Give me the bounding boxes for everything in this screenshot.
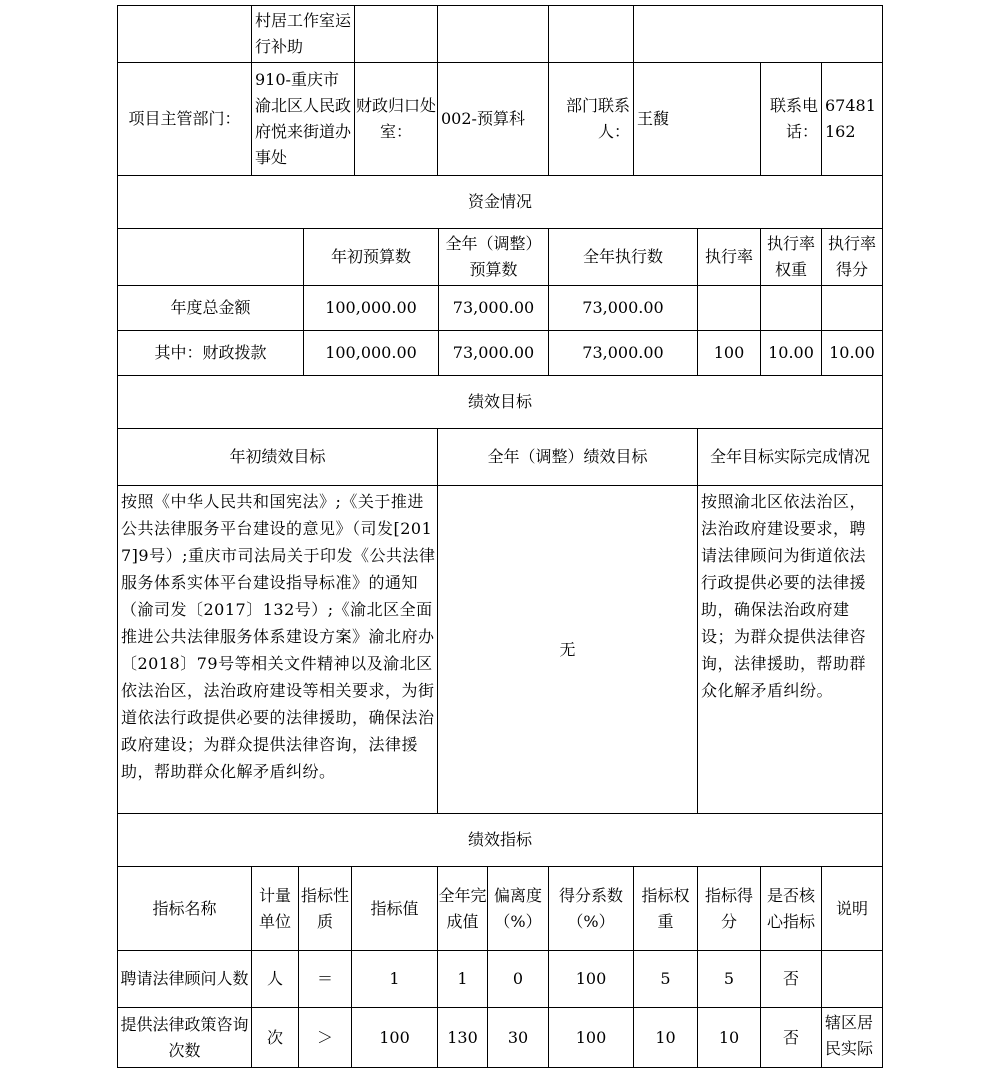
ind-col-value: 指标值: [351, 866, 438, 951]
funds-row-executed: 73,000.00: [548, 285, 698, 331]
goals-section-title: 绩效目标: [117, 375, 883, 429]
funds-row-weight: 10.00: [760, 330, 822, 376]
funds-row-label: 年度总金额: [117, 285, 304, 331]
funds-col-initial: 年初预算数: [303, 228, 439, 286]
ind-row-weight: 10: [633, 1007, 698, 1068]
contact-value: 王馥: [633, 62, 761, 176]
funds-row-initial: 100,000.00: [303, 285, 439, 331]
ind-row-name: 提供法律政策咨询次数: [117, 1007, 252, 1068]
indicators-section-title: 绩效指标: [117, 813, 883, 867]
ind-row-weight: 5: [633, 950, 698, 1008]
funds-row-adjusted: 73,000.00: [438, 330, 549, 376]
funds-row-score: 10.00: [821, 330, 883, 376]
ind-row-unit: 人: [251, 950, 299, 1008]
goals-col-actual: 全年目标实际完成情况: [697, 428, 883, 486]
performance-report-table: [117, 5, 883, 1068]
ind-row-coefficient: 100: [548, 950, 634, 1008]
goals-actual-text: 按照渝北区依法治区，法治政府建设要求，聘请法律顾问为街道依法行政提供必要的法律援助，确保法治政府建设；为群众提供法律咨询，法律援助，帮助群众化解矛盾纠纷。: [697, 485, 883, 814]
phone-value: 67481162: [821, 62, 883, 176]
ind-col-unit: 计量单位: [251, 866, 299, 951]
ind-row-deviation: 30: [487, 1007, 549, 1068]
funds-row-score: [821, 285, 883, 331]
finance-value: 002-预算科: [437, 62, 549, 176]
blank-cell: [437, 5, 549, 63]
ind-col-weight: 指标权重: [633, 866, 698, 951]
contact-label: 部门联系人：: [548, 62, 634, 176]
ind-col-deviation: 偏离度（%）: [487, 866, 549, 951]
blank-cell: [633, 5, 883, 63]
funds-row-rate: [697, 285, 761, 331]
funds-row-adjusted: 73,000.00: [438, 285, 549, 331]
ind-row-coefficient: 100: [548, 1007, 634, 1068]
ind-row-note: 辖区居民实际: [821, 1007, 883, 1068]
ind-row-nature: ＝: [298, 950, 352, 1008]
dept-value: 910-重庆市渝北区人民政府悦来街道办事处: [251, 62, 355, 176]
funds-col-rate: 执行率: [697, 228, 761, 286]
ind-row-core: 否: [760, 950, 822, 1008]
ind-col-coefficient: 得分系数（%）: [548, 866, 634, 951]
ind-row-core: 否: [760, 1007, 822, 1068]
funds-row-rate: 100: [697, 330, 761, 376]
project-name-continued: 村居工作室运行补助: [251, 5, 355, 63]
goals-col-adjusted: 全年（调整）绩效目标: [437, 428, 698, 486]
blank-cell: [117, 5, 252, 63]
goals-col-initial: 年初绩效目标: [117, 428, 438, 486]
blank-cell: [548, 5, 634, 63]
funds-col-executed: 全年执行数: [548, 228, 698, 286]
ind-col-note: 说明: [821, 866, 883, 951]
funds-section-title: 资金情况: [117, 175, 883, 229]
funds-row-initial: 100,000.00: [303, 330, 439, 376]
ind-row-name: 聘请法律顾问人数: [117, 950, 252, 1008]
ind-col-actual: 全年完成值: [437, 866, 488, 951]
ind-row-deviation: 0: [487, 950, 549, 1008]
goals-initial-text: 按照《中华人民共和国宪法》;《关于推进公共法律服务平台建设的意见》（司发[2017]9号）;重庆市司法局关于印发《公共法律服务体系实体平台建设指导标准》的通知（渝司发〔2017〕132号）;《渝北区全面推进公共法律服务体系建设方案》渝北府办〔2018〕79号等相关文件精神以及渝北区依法治区，法治政府建设等相关要求，为街道依法行政提供必要的法律援助，确保法治政府建设；为群众提供法律咨询，法律援助，帮助群众化解矛盾纠纷。: [117, 485, 438, 814]
blank-cell: [117, 228, 304, 286]
ind-row-value: 1: [351, 950, 438, 1008]
funds-col-score: 执行率得分: [821, 228, 883, 286]
ind-row-score: 5: [697, 950, 761, 1008]
ind-row-nature: ＞: [298, 1007, 352, 1068]
ind-row-value: 100: [351, 1007, 438, 1068]
phone-label: 联系电话：: [760, 62, 822, 176]
ind-row-score: 10: [697, 1007, 761, 1068]
ind-col-name: 指标名称: [117, 866, 252, 951]
funds-row-weight: [760, 285, 822, 331]
ind-col-nature: 指标性质: [298, 866, 352, 951]
funds-row-label: 其中：财政拨款: [117, 330, 304, 376]
goals-adjusted-text: 无: [437, 485, 698, 814]
ind-row-actual: 1: [437, 950, 488, 1008]
blank-cell: [354, 5, 438, 63]
ind-row-note: [821, 950, 883, 1008]
ind-col-score: 指标得分: [697, 866, 761, 951]
ind-col-core: 是否核心指标: [760, 866, 822, 951]
funds-col-weight: 执行率权重: [760, 228, 822, 286]
funds-row-executed: 73,000.00: [548, 330, 698, 376]
dept-label: 项目主管部门：: [117, 62, 252, 176]
ind-row-actual: 130: [437, 1007, 488, 1068]
ind-row-unit: 次: [251, 1007, 299, 1068]
finance-label: 财政归口处室：: [354, 62, 438, 176]
funds-col-adjusted: 全年（调整）预算数: [438, 228, 549, 286]
